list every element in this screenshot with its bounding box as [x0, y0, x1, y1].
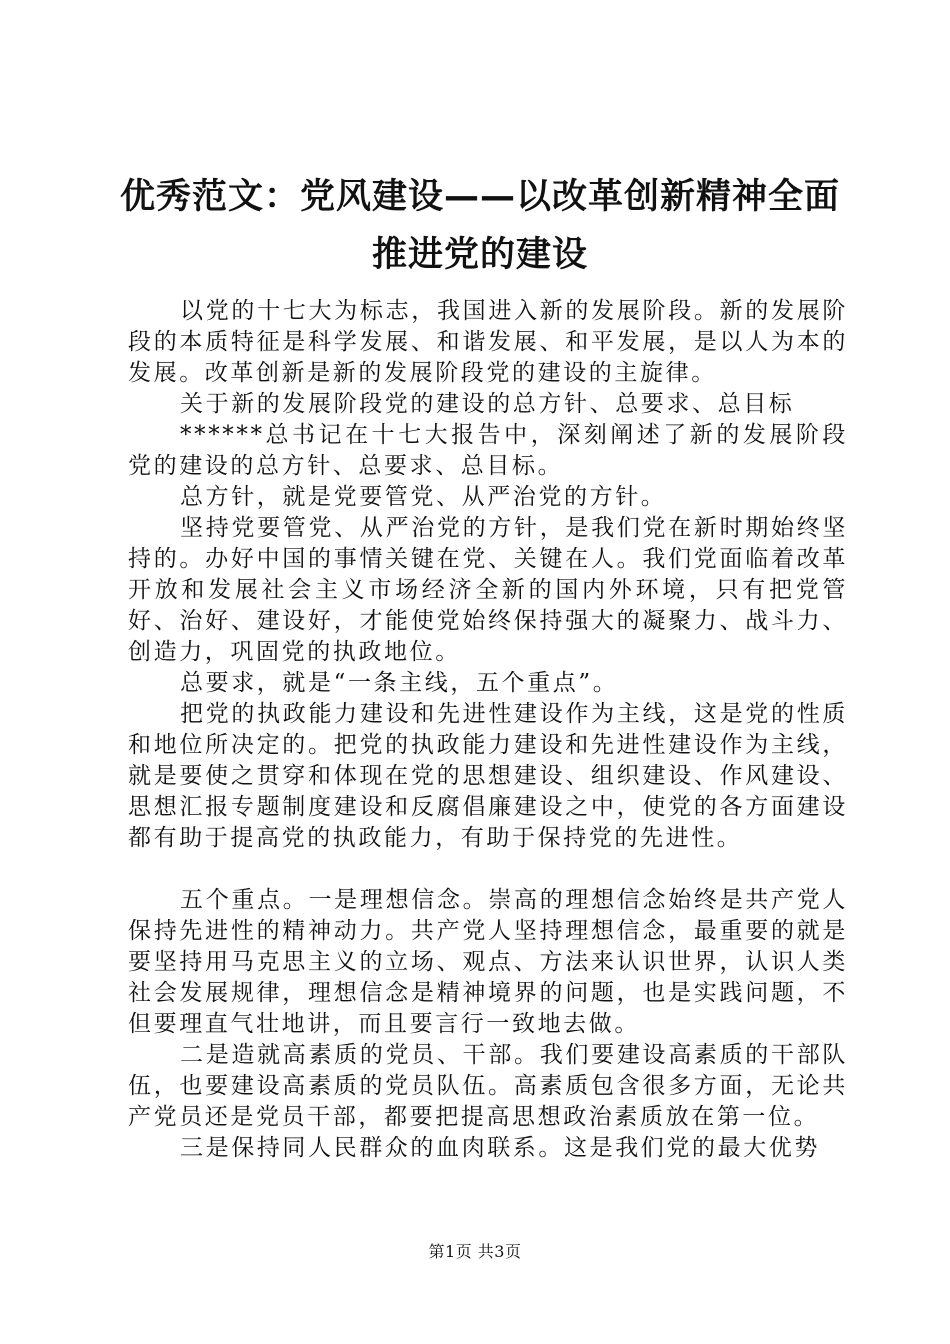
paragraph: 总要求，就是“一条主线，五个重点”。 [180, 670, 619, 696]
paragraph: 以党的十七大为标志，我国进入新的发展阶段。新的发展阶段的本质特征是科学发展、和谐发展、和平发展，是以人为本的发展。改革创新是新的发展阶段党的建设的主旋律。 [128, 298, 848, 386]
paragraph: 坚持党要管党、从严治党的方针，是我们党在新时期始终坚持的。办好中国的事情关键在党、关键在人。我们党面临着改革开放和发展社会主义市场经济全新的国内外环境，只有把党管好、治好、建设好，才能使党始终保持强大的凝聚力、战斗力、创造力，巩固党的执政地位。 [128, 515, 848, 665]
paragraph: 总方针，就是党要管党、从严治党的方针。 [180, 484, 667, 510]
paragraph: ******总书记在十七大报告中，深刻阐述了新的发展阶段党的建设的总方针、总要求、总目标。 [128, 422, 848, 479]
document-body [128, 296, 848, 1164]
paragraph: 五个重点。一是理想信念。崇高的理想信念始终是共产党人保持先进性的精神动力。共产党人坚持理想信念，最重要的就是要坚持用马克思主义的立场、观点、方法来认识世界，认识人类社会发展规律，理想信念是精神境界的问题，也是实践问题，不但要理直气壮地讲，而且要言行一致地去做。 [128, 887, 848, 1037]
page-footer: 第1页 共3页 [428, 1242, 522, 1261]
document-title: 优秀范文：党风建设——以改革创新精神全面推进党的建设 [120, 177, 841, 275]
paragraph: 三是保持同人民群众的血肉联系。这是我们党的最大优势 [180, 1135, 820, 1161]
paragraph: 二是造就高素质的党员、干部。我们要建设高素质的干部队伍，也要建设高素质的党员队伍。高素质包含很多方面，无论共产党员还是党员干部，都要把提高思想政治素质放在第一位。 [128, 1042, 848, 1130]
paragraph: 关于新的发展阶段党的建设的总方针、总要求、总目标 [180, 391, 795, 417]
paragraph: 把党的执政能力建设和先进性建设作为主线，这是党的性质和地位所决定的。把党的执政能力建设和先进性建设作为主线，就是要使之贯穿和体现在党的思想建设、组织建设、作风建设、思想汇报专题制度建设和反腐倡廉建设之中，使党的各方面建设都有助于提高党的执政能力，有助于保持党的先进性。 [128, 701, 848, 851]
